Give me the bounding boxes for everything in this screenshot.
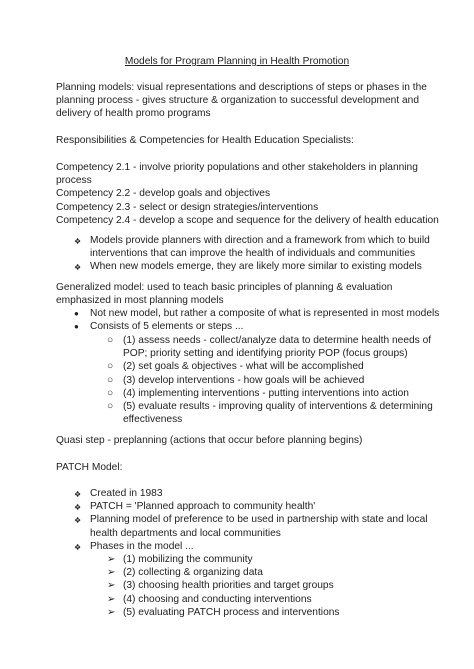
- list-item: [74, 513, 434, 539]
- quasi-step-paragraph: [56, 434, 418, 447]
- text-line: planning process - gives structure & organization to successful development and: [56, 95, 419, 107]
- steps-list: [107, 334, 433, 426]
- text-line: (3) develop interventions - how goals will be achieved: [123, 374, 365, 386]
- text-line: delivery of health promo programs: [56, 108, 211, 120]
- list-item: [74, 260, 434, 273]
- patch-heading: [56, 461, 418, 474]
- list-item: [107, 360, 427, 373]
- text-line: POP; priority setting and identifying priority POP (focus groups): [123, 348, 408, 360]
- generalized-model-paragraph: [56, 281, 418, 307]
- text-line: PATCH Model:: [56, 462, 123, 473]
- list-item: [74, 320, 434, 333]
- text-line: Consists of 5 elements or steps ...: [90, 321, 244, 333]
- dot-bullet-icon: ●: [74, 322, 79, 332]
- competencies-list: [56, 161, 439, 227]
- text-line: emphasized in most planning models: [56, 295, 224, 307]
- text-line: Responsibilities & Competencies for Health Education Specialists:: [56, 135, 354, 146]
- text-line: Quasi step - preplanning (actions that occur before planning begins): [56, 435, 363, 446]
- competency-line: process: [56, 175, 92, 187]
- text-line: Planning models: visual representations and descriptions of steps or phases in the: [56, 82, 427, 93]
- competency-line: Competency 2.4 - develop a scope and sequence for the delivery of health education: [56, 214, 439, 226]
- list-item: [107, 606, 427, 619]
- list-item: [107, 400, 433, 426]
- circle-bullet-icon: ○: [107, 374, 114, 386]
- text-line: effectiveness: [123, 414, 183, 426]
- model-notes-list: [74, 234, 434, 274]
- competency-line: Competency 2.3 - select or design strategies/interventions: [56, 201, 319, 213]
- list-item: [107, 374, 427, 387]
- arrow-bullet-icon: ➢: [107, 567, 116, 579]
- list-item: [107, 553, 427, 566]
- text-line: PATCH = 'Planned approach to community health': [90, 501, 316, 513]
- diamond-bullet-icon: ❖: [74, 516, 82, 526]
- arrow-bullet-icon: ➢: [107, 580, 116, 592]
- diamond-bullet-icon: ❖: [74, 490, 82, 499]
- text-line: Planning model of preference to be used in partnership with state and local: [90, 514, 428, 526]
- text-line: Created in 1983: [90, 488, 163, 499]
- text-line: (2) collecting & organizing data: [123, 567, 263, 579]
- planning-models-paragraph: [56, 81, 427, 121]
- diamond-bullet-icon: ❖: [74, 237, 82, 246]
- list-item: [107, 334, 432, 360]
- list-item: [107, 566, 427, 579]
- arrow-bullet-icon: ➢: [107, 593, 116, 605]
- competency-line: Competency 2.1 - involve priority populations and other stakeholders in planning: [56, 162, 418, 173]
- responsibilities-heading: [56, 134, 418, 147]
- generalized-bullets-list: [74, 307, 440, 333]
- list-item: [107, 387, 427, 400]
- list-item: [107, 593, 427, 606]
- text-line: (3) choosing health priorities and target groups: [123, 580, 334, 592]
- list-item: [107, 579, 427, 592]
- text-line: (1) mobilizing the community: [123, 554, 253, 565]
- phases-list: [107, 553, 427, 619]
- dot-bullet-icon: ●: [74, 309, 79, 318]
- diamond-bullet-icon: ❖: [74, 542, 82, 552]
- list-item: [74, 487, 434, 500]
- text-line: When new models emerge, they are likely more similar to existing models: [90, 261, 422, 273]
- text-line: (5) evaluating PATCH process and interventions: [123, 606, 340, 618]
- document-title: Models for Program Planning in Health Promotion: [124, 56, 350, 67]
- competency-line: Competency 2.2 - develop goals and objectives: [56, 188, 271, 200]
- circle-bullet-icon: ○: [107, 335, 114, 346]
- list-item: [74, 234, 434, 260]
- list-item: [74, 307, 440, 320]
- arrow-bullet-icon: ➢: [107, 606, 116, 618]
- diamond-bullet-icon: ❖: [74, 263, 82, 273]
- text-line: (5) evaluate results - improving quality of interventions & determining: [123, 401, 433, 413]
- list-item: [74, 500, 434, 513]
- circle-bullet-icon: ○: [107, 361, 114, 373]
- text-line: Models provide planners with direction and a framework from which to build: [90, 235, 430, 246]
- circle-bullet-icon: ○: [107, 401, 114, 413]
- text-line: (1) assess needs - collect/analyze data to determine health needs of: [123, 335, 432, 346]
- patch-bullets-list: [74, 487, 434, 553]
- text-line: Phases in the model ...: [90, 540, 194, 552]
- arrow-bullet-icon: ➢: [107, 554, 116, 565]
- diamond-bullet-icon: ❖: [74, 503, 82, 513]
- text-line: (4) choosing and conducting interventions: [123, 593, 312, 605]
- text-line: (4) implementing interventions - putting interventions into action: [123, 387, 409, 399]
- text-line: health departments and local communities: [90, 527, 281, 539]
- text-line: Not new model, but rather a composite of what is represented in most models: [90, 308, 440, 319]
- list-item: [74, 540, 434, 553]
- text-line: (2) set goals & objectives - what will be accomplished: [123, 361, 364, 373]
- text-line: Generalized model: used to teach basic principles of planning & evaluation: [56, 282, 393, 293]
- text-line: interventions that can improve the health of individuals and communities: [90, 248, 416, 260]
- circle-bullet-icon: ○: [107, 387, 114, 399]
